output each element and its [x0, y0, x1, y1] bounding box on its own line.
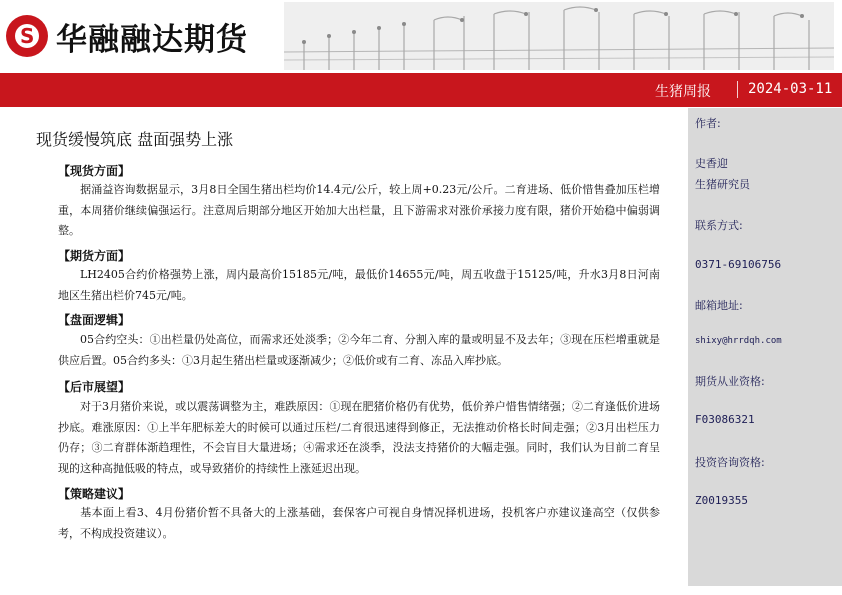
section-body: LH2405合约价格强势上涨，周内最高价15185元/吨，最低价14655元/吨，周五收盘于15125/吨，升水3月8日河南地区生猪出栏价745元/吨。 [58, 268, 660, 302]
advisory-cert-label: 投资咨询资格: [695, 456, 765, 469]
company-name: 华融融达期货 [56, 21, 248, 58]
report-type: 生猪周报 [655, 84, 711, 100]
header-divider [737, 81, 738, 98]
report-date: 2024-03-11 [748, 81, 833, 97]
section-heading-strategy: 【策略建议】 [58, 487, 131, 501]
futures-cert-label: 期货从业资格: [695, 375, 765, 388]
section-body: 05合约空头：①出栏量仍处高位，而需求还处淡季；②今年二育、分割入库的量或明显不及去年；③现在压栏增重就是供应后置。05合约多头：①3月起生猪出栏量或逐渐减少；②低价或有二育、冻品入库抄底。 [58, 333, 660, 367]
contact-phone: 0371-69106756 [695, 258, 782, 271]
author-name: 史香迎 [695, 157, 728, 170]
logo-emblem-icon: S [6, 15, 48, 57]
email-label: 邮箱地址: [695, 299, 743, 312]
futures-cert-number: F03086321 [695, 413, 755, 426]
section-text-strategy [58, 503, 660, 544]
section-body: 据涌益咨询数据显示，3月8日全国生猪出栏均价14.4元/公斤，较上周+0.23元/公斤。二育进场、低价惜售叠加压栏增重，本周猪价继续偏强运行。注意周后期部分地区开始加大出栏量，且下游需求对涨价承接力度有限，猪价开始稳中偏弱调整。 [58, 183, 660, 238]
company-logo [6, 14, 248, 58]
section-heading-logic: 【盘面逻辑】 [58, 313, 131, 327]
section-heading-spot: 【现货方面】 [58, 164, 131, 178]
section-text-futures [58, 265, 660, 306]
section-heading-futures: 【期货方面】 [58, 249, 131, 263]
author-label: 作者: [695, 117, 721, 130]
section-text-logic [58, 330, 660, 371]
section-body: 对于3月猪价来说，或以震荡调整为主，难跌原因：①现在肥猪价格仍有优势，低价养户惜售情绪强；②二育逢低价进场抄底。难涨原因：①上半年肥标差大的时候可以通过压栏/二育很迅速得到修正，无法推动价格长时间走强；②3月出栏压力仍存；③二育群体渐趋理性，不会盲目大量进场；④需求还在淡季，没法支持猪价的大幅走强。同时，我们认为目前二育呈现的这种高抛低吸的特点，或导致猪价的持续性上涨延迟出现。 [58, 400, 660, 475]
author-title: 生猪研究员 [695, 178, 750, 191]
header-banner-image [284, 2, 834, 70]
section-text-spot [58, 180, 660, 242]
contact-label: 联系方式: [695, 219, 743, 232]
section-text-outlook [58, 397, 660, 479]
report-header-bar [0, 73, 842, 107]
author-sidebar [688, 108, 842, 586]
section-heading-outlook: 【后市展望】 [58, 380, 131, 394]
section-body: 基本面上看3、4月份猪价暂不具备大的上涨基础，套保客户可视自身情况择机进场，投机客户亦建议逢高空（仅供参考，不构成投资建议）。 [58, 506, 660, 540]
decorative-lamp-graphic [284, 2, 834, 70]
report-title: 现货缓慢筑底 盘面强势上涨 [36, 130, 234, 149]
advisory-cert-number: Z0019355 [695, 494, 748, 507]
email-address[interactable]: shixy@hrrdqh.com [695, 336, 782, 346]
